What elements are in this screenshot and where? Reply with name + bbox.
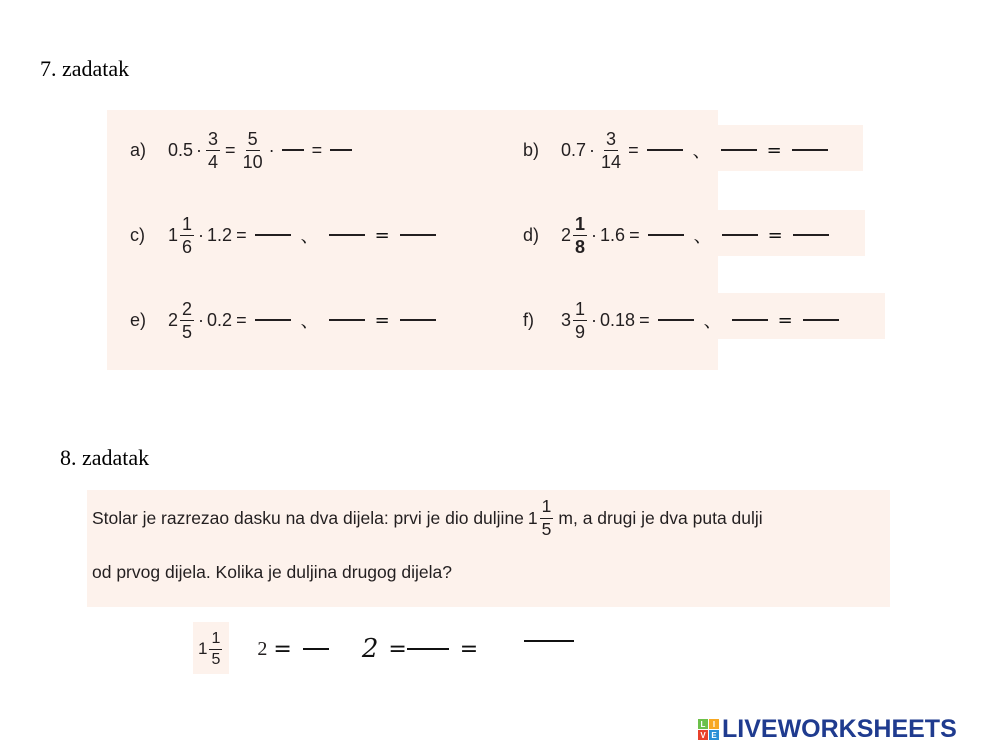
exercise-d-fraction	[573, 215, 587, 256]
answer-factor: 2	[257, 637, 268, 660]
exercise-c-decimal: 1.2	[207, 224, 233, 245]
problem-text-after: m, a drugi je dva puta dulji	[558, 507, 763, 528]
fraction-numerator: 1	[540, 498, 554, 519]
answer-blank[interactable]	[329, 319, 365, 321]
fraction-denominator: 9	[575, 321, 586, 342]
problem-fraction	[540, 498, 554, 538]
answer-blank[interactable]	[658, 319, 694, 321]
fraction-numerator: 3	[606, 128, 617, 149]
equals-sign: =	[639, 309, 650, 330]
logo-badge-letter: I	[709, 719, 719, 729]
mixed-whole: 2	[561, 224, 572, 245]
handwritten-mark: 、	[300, 226, 319, 247]
handwritten-equals: =	[767, 224, 783, 246]
fraction-numerator: 2	[182, 298, 193, 319]
mixed-whole: 1	[527, 507, 538, 528]
logo-text: LIVEWORKSHEETS	[722, 715, 957, 743]
answer-whole: 1	[198, 639, 208, 658]
exercise-c-fraction	[180, 215, 194, 256]
fraction-denominator: 6	[182, 236, 193, 257]
task8-problem-line1	[92, 494, 763, 542]
exercise-d	[523, 207, 833, 263]
task7-heading: 7. zadatak	[40, 56, 130, 81]
fraction-denominator: 14	[601, 151, 622, 172]
dot-operator: ·	[268, 139, 275, 160]
answer-blank[interactable]	[400, 319, 436, 321]
logo-badge-letter: L	[698, 719, 708, 729]
handwritten-factor: 2	[361, 634, 379, 664]
exercise-f	[523, 292, 843, 348]
answer-blank[interactable]	[303, 648, 329, 650]
logo-badge-icon	[698, 719, 719, 740]
problem-text-before: Stolar je razrezao dasku na dva dijela: prvi je dio duljine	[92, 507, 524, 528]
exercise-d-decimal: 1.6	[600, 224, 626, 245]
dot-operator: ·	[591, 224, 598, 245]
mixed-whole: 2	[168, 309, 179, 330]
answer-blank[interactable]	[330, 149, 352, 151]
fraction-denominator: 8	[575, 236, 586, 257]
exercise-a	[130, 122, 356, 178]
fraction-denominator: 5	[211, 650, 221, 668]
equals-sign: =	[236, 309, 247, 330]
fraction-denominator: 10	[242, 151, 263, 172]
answer-blank[interactable]	[407, 648, 449, 650]
exercise-a-fraction-2	[241, 130, 265, 171]
equals-sign: =	[629, 224, 640, 245]
exercise-e-fraction	[180, 300, 194, 341]
answer-blank[interactable]	[793, 234, 829, 236]
answer-blank[interactable]	[255, 319, 291, 321]
dot-operator: ·	[196, 139, 203, 160]
answer-blank[interactable]	[329, 234, 365, 236]
answer-blank[interactable]	[732, 319, 768, 321]
answer-blank[interactable]	[792, 149, 828, 151]
equals-sign: =	[311, 139, 323, 160]
handwritten-equals: =	[374, 224, 390, 246]
exercise-e-decimal: 0.2	[207, 309, 233, 330]
answer-blank[interactable]	[722, 234, 758, 236]
exercise-b-decimal: 0.7	[561, 139, 587, 160]
answer-blank[interactable]	[803, 319, 839, 321]
exercise-a-decimal: 0.5	[168, 139, 194, 160]
equals-sign: =	[628, 139, 639, 160]
fraction-numerator: 1	[575, 298, 586, 319]
answer-fraction	[209, 631, 222, 668]
handwritten-mark: 、	[703, 311, 722, 332]
exercise-a-fraction	[206, 130, 220, 171]
dot-operator: ·	[591, 309, 598, 330]
fraction-numerator: 1	[209, 631, 222, 650]
task8-answer-row	[198, 624, 579, 674]
answer-blank[interactable]	[400, 234, 436, 236]
fraction-denominator: 5	[541, 518, 552, 539]
exercise-f-fraction	[573, 300, 587, 341]
exercise-f-label: f)	[523, 309, 534, 330]
fraction-denominator: 5	[182, 321, 193, 342]
handwritten-equals: =	[388, 636, 407, 662]
handwritten-equals: =	[459, 636, 479, 662]
fraction-numerator: 5	[247, 128, 258, 149]
handwritten-mark: 、	[693, 226, 712, 247]
task8-problem-line2: od prvog dijela. Kolika je duljina drugog dijela?	[92, 562, 452, 582]
handwritten-equals: =	[766, 139, 782, 161]
exercise-c	[130, 207, 440, 263]
handwritten-equals: =	[273, 636, 292, 662]
dot-operator: ·	[198, 309, 205, 330]
handwritten-equals: =	[374, 309, 390, 331]
equals-sign: =	[225, 139, 236, 160]
handwritten-mark: 、	[300, 311, 319, 332]
equals-sign: =	[236, 224, 247, 245]
fraction-numerator: 1	[575, 213, 586, 234]
mixed-whole: 1	[168, 224, 179, 245]
liveworksheets-logo	[698, 715, 957, 744]
exercise-b-fraction	[599, 130, 623, 171]
exercise-e	[130, 292, 440, 348]
answer-blank[interactable]	[648, 234, 684, 236]
mixed-whole: 3	[561, 309, 572, 330]
dot-operator: ·	[198, 224, 205, 245]
answer-blank[interactable]	[647, 149, 683, 151]
fraction-numerator: 1	[182, 213, 193, 234]
handwritten-equals: =	[777, 309, 793, 331]
handwritten-mark: 、	[692, 141, 711, 162]
answer-blank[interactable]	[255, 234, 291, 236]
answer-blank[interactable]	[721, 149, 757, 151]
answer-blank[interactable]	[282, 149, 304, 151]
exercise-a-label: a)	[130, 139, 147, 160]
logo-badge-letter: V	[698, 730, 708, 740]
exercise-f-decimal: 0.18	[600, 309, 636, 330]
fraction-denominator: 4	[208, 151, 219, 172]
logo-badge-letter: E	[709, 730, 719, 740]
exercise-d-label: d)	[523, 224, 540, 245]
answer-blank[interactable]	[524, 640, 574, 642]
exercise-b-label: b)	[523, 139, 540, 160]
task8-heading: 8. zadatak	[60, 445, 150, 470]
fraction-numerator: 3	[208, 128, 219, 149]
exercise-e-label: e)	[130, 309, 147, 330]
dot-operator: ·	[589, 139, 596, 160]
exercise-c-label: c)	[130, 224, 145, 245]
exercise-b	[523, 122, 832, 178]
